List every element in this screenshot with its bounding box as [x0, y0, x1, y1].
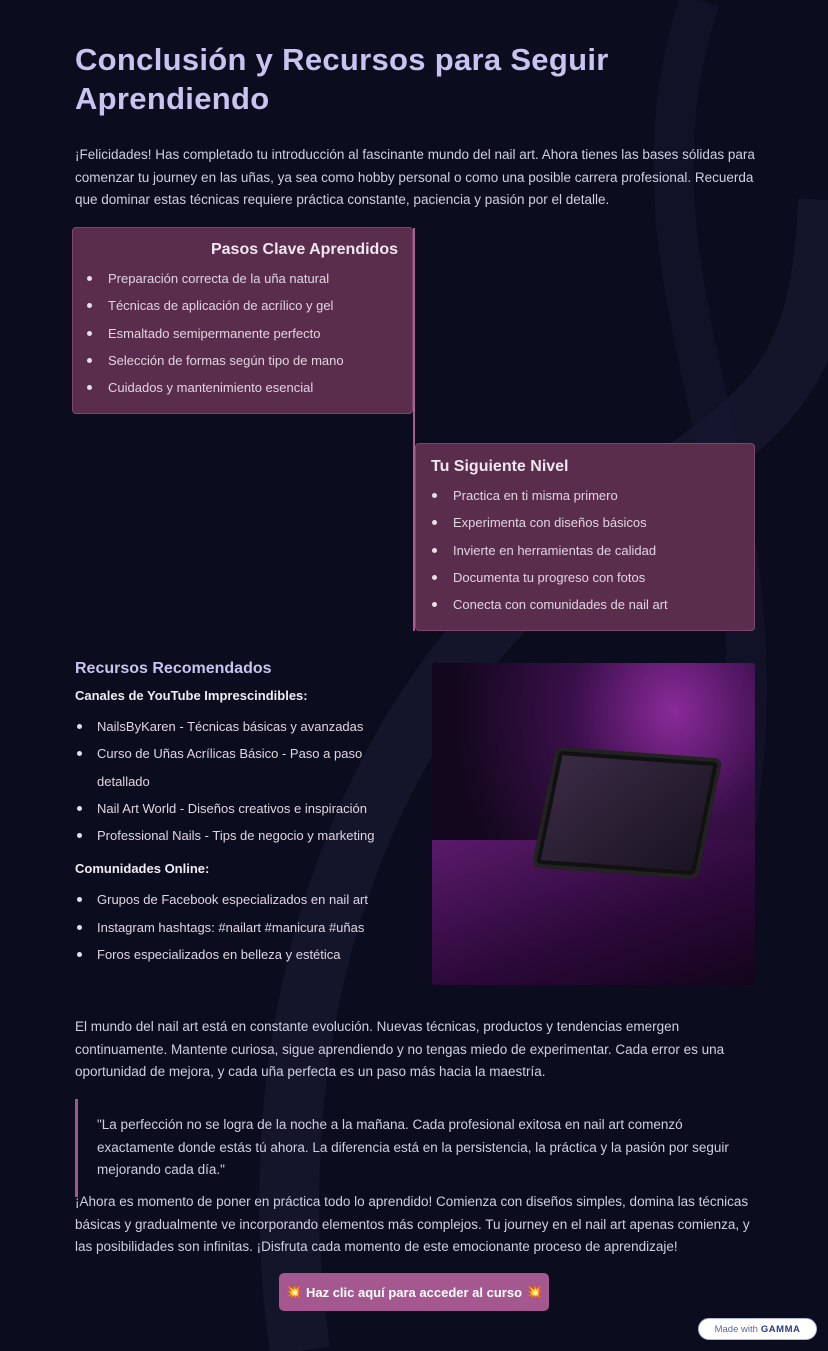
resources-heading: Recursos Recomendados	[75, 660, 272, 677]
nivel-heading: Tu Siguiente Nivel	[431, 458, 569, 475]
list-item: Invierte en herramientas de calidad	[418, 537, 754, 564]
quote-text: "La perfección no se logra de la noche a la mañana. Cada profesional exitosa en nail art comenzó exactamente donde estás tú ahora. La diferencia está en la persistencia, la práctica y la pasión por seguir mejorando cada día."	[97, 1117, 729, 1177]
list-item: Cuidados y mantenimiento esencial	[73, 374, 398, 401]
tablet-device	[531, 747, 722, 880]
closing-paragraph: ¡Ahora es momento de poner en práctica todo lo aprendido! Comienza con diseños simples, domina las técnicas básicas y gradualmente ve incorporando elementos más complejos. Tu journey en el nail art apenas comienza, y las posibilidades son infinitas. ¡Disfruta cada momento de este emocionante proceso de aprendizaje!	[75, 1194, 750, 1254]
gamma-logo: GAMMA	[760, 1323, 801, 1335]
evolution-paragraph: El mundo del nail art está en constante evolución. Nuevas técnicas, productos y tendencias emergen continuamente. Mantente curiosa, sigue aprendiendo y no tengas miedo de experimentar. Cada error es una oportunidad de mejora, y cada uña perfecta es un paso más hacia la maestría.	[75, 1019, 725, 1079]
list-item: Esmaltado semipermanente perfecto	[73, 320, 398, 347]
list-item: NailsByKaren - Técnicas básicas y avanzadas	[75, 713, 375, 740]
list-item: Experimenta con diseños básicos	[418, 509, 754, 536]
list-item: Nail Art World - Diseños creativos e inspiración	[75, 795, 375, 822]
list-item: Instagram hashtags: #nailart #manicura #uñas	[75, 914, 375, 941]
page-title: Conclusión y Recursos para Seguir Aprendiendo	[75, 42, 609, 116]
access-course-label: Haz clic aquí para acceder al curso	[305, 1284, 523, 1300]
tablet-photo	[432, 663, 755, 985]
list-item: Curso de Uñas Acrílicas Básico - Paso a paso detallado	[75, 740, 375, 795]
made-with-gamma-badge[interactable]	[698, 1318, 817, 1340]
resources-section	[75, 660, 375, 968]
nivel-card	[415, 443, 755, 631]
youtube-label: Canales de YouTube Imprescindibles:	[75, 688, 308, 703]
list-item: Documenta tu progreso con fotos	[418, 564, 754, 591]
badge-prefix: Made with	[714, 1323, 758, 1335]
quote-block	[75, 1099, 755, 1197]
list-item: Professional Nails - Tips de negocio y marketing	[75, 822, 375, 849]
intro-paragraph: ¡Felicidades! Has completado tu introducción al fascinante mundo del nail art. Ahora tienes las bases sólidas para comenzar tu journey en las uñas, ya sea como hobby personal o como una posible carrera profesional. Recuerda que dominar estas técnicas requiere práctica constante, paciencia y pasión por el detalle.	[75, 147, 755, 207]
list-item: Técnicas de aplicación de acrílico y gel	[73, 292, 398, 319]
list-item: Preparación correcta de la uña natural	[73, 265, 398, 292]
list-item: Selección de formas según tipo de mano	[73, 347, 398, 374]
list-item: Foros especializados en belleza y estética	[75, 941, 375, 968]
list-item: Conecta con comunidades de nail art	[418, 591, 754, 618]
communities-label: Comunidades Online:	[75, 861, 210, 877]
list-item: Grupos de Facebook especializados en nail art	[75, 886, 375, 913]
pasos-card	[72, 227, 413, 414]
explosion-icon: 💥	[526, 1284, 543, 1299]
list-item: Practica en ti misma primero	[418, 482, 754, 509]
access-course-button[interactable]	[279, 1273, 549, 1311]
explosion-icon: 💥	[285, 1284, 302, 1299]
pasos-heading: Pasos Clave Aprendidos	[210, 241, 398, 258]
